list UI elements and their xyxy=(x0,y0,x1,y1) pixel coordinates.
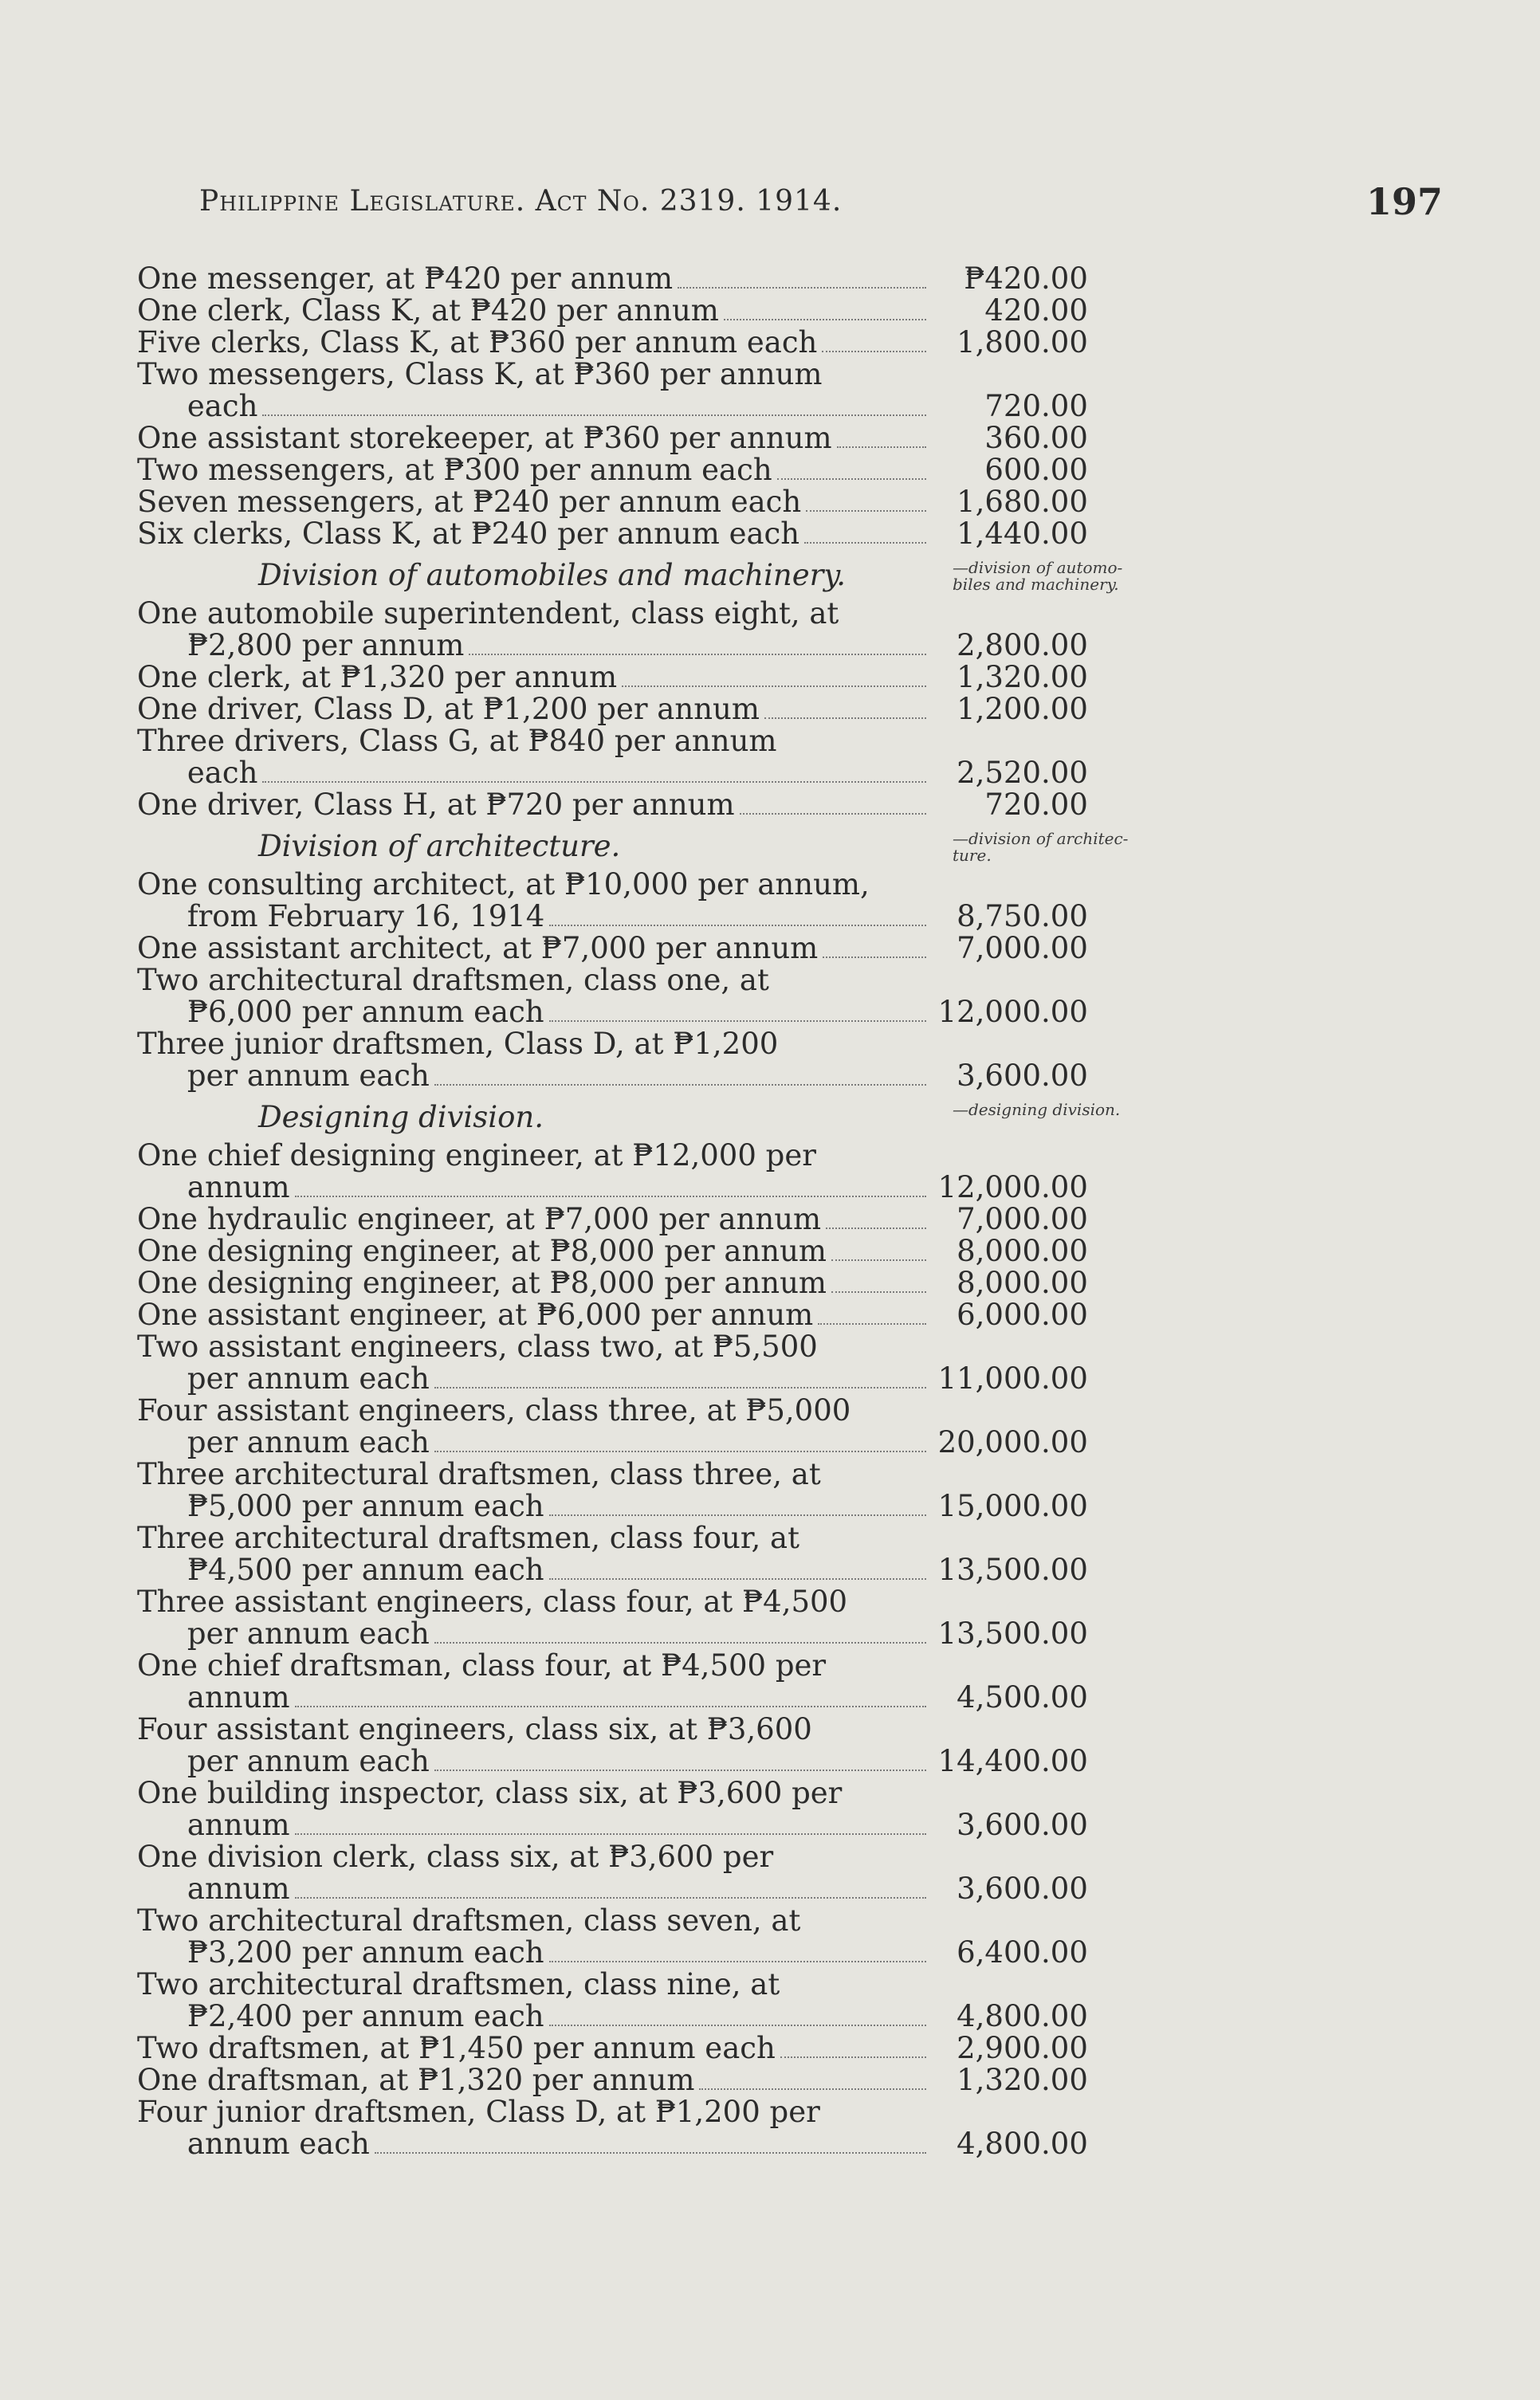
line-item-description xyxy=(137,1841,933,1905)
leader-dots xyxy=(549,2025,926,2026)
margin-note: —division of architec- ture. xyxy=(953,829,1129,865)
line-item-description xyxy=(137,662,933,693)
line-item-description xyxy=(137,1714,933,1777)
line-item xyxy=(137,454,1126,486)
page-number: 197 xyxy=(1365,180,1443,223)
line-item-amount: 8,750.00 xyxy=(957,899,1088,933)
line-item-description xyxy=(137,295,933,327)
line-item xyxy=(137,964,1126,1028)
line-item-amount: 7,000.00 xyxy=(957,1202,1088,1236)
line-item-description xyxy=(137,2064,933,2096)
leader-dots xyxy=(764,717,926,719)
line-item xyxy=(137,422,1126,454)
description-line: One automobile superintendent, class eight, at xyxy=(137,596,839,630)
line-item xyxy=(137,1299,1126,1331)
line-item-amount: 8,000.00 xyxy=(957,1266,1088,1300)
line-item-description xyxy=(137,1905,933,1969)
line-item-amount: 11,000.00 xyxy=(937,1361,1088,1396)
leader-dots xyxy=(826,1227,926,1229)
line-item-description xyxy=(137,2096,933,2160)
line-item-description xyxy=(137,1650,933,1714)
line-item xyxy=(137,1204,1126,1235)
leader-dots xyxy=(375,2152,926,2154)
section-heading: Division of automobiles and machinery. —division of automo- biles and machinery. xyxy=(137,558,1126,593)
line-item-description xyxy=(137,1331,933,1395)
leader-dots xyxy=(622,685,926,687)
line-item xyxy=(137,1028,1126,1092)
line-item xyxy=(137,2033,1126,2064)
line-item xyxy=(137,725,1126,789)
line-item-amount: 360.00 xyxy=(984,421,1088,455)
line-item xyxy=(137,1267,1126,1299)
description-line: One consulting architect, at ₱10,000 per annum, xyxy=(137,867,870,901)
line-item-description xyxy=(137,1140,933,1204)
line-item xyxy=(137,2064,1126,2096)
line-item-amount: 1,440.00 xyxy=(957,517,1088,551)
line-item-description xyxy=(137,1969,933,2033)
line-item-amount: 3,600.00 xyxy=(957,1059,1088,1093)
description-line: Two messengers, at ₱300 per annum each xyxy=(137,453,772,487)
description-line: Two draftsmen, at ₱1,450 per annum each xyxy=(137,2031,776,2065)
line-item-description xyxy=(137,869,933,933)
line-item-description xyxy=(137,1522,933,1586)
line-item-amount: 3,600.00 xyxy=(957,1808,1088,1842)
line-item xyxy=(137,1714,1126,1777)
leader-dots xyxy=(434,1642,926,1644)
line-item xyxy=(137,869,1126,933)
line-item-amount: 1,680.00 xyxy=(957,485,1088,519)
leader-dots xyxy=(780,2056,926,2058)
margin-note: —designing division. xyxy=(953,1100,1121,1119)
line-item-description xyxy=(137,1299,933,1331)
line-item-description xyxy=(137,1267,933,1299)
description-line: per annum each xyxy=(187,1425,430,1459)
line-item-amount: 8,000.00 xyxy=(957,1234,1088,1268)
line-item xyxy=(137,1841,1126,1905)
description-line: Three junior draftsmen, Class D, at ₱1,200 xyxy=(137,1027,779,1061)
section xyxy=(137,263,1126,550)
leader-dots xyxy=(295,1706,926,1707)
description-line: One division clerk, class six, at ₱3,600 per xyxy=(137,1840,774,1874)
line-item xyxy=(137,789,1126,821)
leader-dots xyxy=(262,781,925,783)
line-item xyxy=(137,598,1126,662)
leader-dots xyxy=(823,956,926,958)
leader-dots xyxy=(434,1387,926,1389)
line-item-description xyxy=(137,933,933,964)
line-item-amount: 600.00 xyxy=(984,453,1088,487)
line-item-description xyxy=(137,263,933,295)
line-item xyxy=(137,1777,1126,1841)
line-item xyxy=(137,1650,1126,1714)
description-line: One designing engineer, at ₱8,000 per annum xyxy=(137,1266,827,1300)
line-item-amount: ₱420.00 xyxy=(964,261,1088,296)
line-item-description xyxy=(137,725,933,789)
description-line: Two assistant engineers, class two, at ₱5,500 xyxy=(137,1330,818,1364)
line-item-amount: 12,000.00 xyxy=(937,1170,1088,1204)
line-item-description xyxy=(137,359,933,422)
description-line: ₱5,000 per annum each xyxy=(187,1489,544,1523)
line-item-amount: 6,000.00 xyxy=(957,1298,1088,1332)
line-item-amount: 13,500.00 xyxy=(937,1616,1088,1651)
line-item xyxy=(137,359,1126,422)
description-line: Three architectural draftsmen, class three, at xyxy=(137,1457,821,1491)
description-line: One clerk, Class K, at ₱420 per annum xyxy=(137,293,719,328)
description-line: ₱4,500 per annum each xyxy=(187,1553,544,1587)
leader-dots xyxy=(831,1291,926,1293)
description-line: per annum each xyxy=(187,1744,430,1778)
leader-dots xyxy=(699,2088,925,2090)
description-line: One clerk, at ₱1,320 per annum xyxy=(137,660,618,694)
description-line: Three architectural draftsmen, class four, at xyxy=(137,1521,799,1555)
leader-dots xyxy=(804,542,926,544)
leader-dots xyxy=(822,351,926,352)
description-line: annum xyxy=(187,1808,290,1842)
line-item-amount: 720.00 xyxy=(984,788,1088,822)
leader-dots xyxy=(777,478,926,480)
line-item-amount: 6,400.00 xyxy=(957,1935,1088,1970)
line-item-description xyxy=(137,327,933,359)
description-line: Four assistant engineers, class six, at ₱3,600 xyxy=(137,1712,812,1746)
description-line: ₱6,000 per annum each xyxy=(187,995,544,1029)
line-item-description xyxy=(137,1586,933,1650)
line-item-description xyxy=(137,1459,933,1522)
description-line: ₱2,800 per annum xyxy=(187,628,465,662)
line-item-amount: 1,200.00 xyxy=(957,692,1088,726)
description-line: per annum each xyxy=(187,1616,430,1651)
line-item-description xyxy=(137,1028,933,1092)
line-item xyxy=(137,1522,1126,1586)
line-item-description xyxy=(137,964,933,1028)
line-item-description xyxy=(137,693,933,725)
line-item-amount: 4,800.00 xyxy=(957,2127,1088,2161)
line-item xyxy=(137,1969,1126,2033)
leader-dots xyxy=(549,1961,926,1962)
line-item xyxy=(137,662,1126,693)
line-item-description xyxy=(137,1395,933,1459)
leader-dots xyxy=(831,1259,926,1261)
leader-dots xyxy=(262,414,925,416)
line-item-description xyxy=(137,422,933,454)
line-item-amount: 2,800.00 xyxy=(957,628,1088,662)
line-item xyxy=(137,327,1126,359)
description-line: Six clerks, Class K, at ₱240 per annum each xyxy=(137,517,800,551)
description-line: One assistant engineer, at ₱6,000 per annum xyxy=(137,1298,814,1332)
section-heading: Division of architecture. —division of architec- ture. xyxy=(137,829,1126,864)
description-line: annum xyxy=(187,1680,290,1715)
line-item-amount: 13,500.00 xyxy=(937,1553,1088,1587)
line-item-description xyxy=(137,598,933,662)
section xyxy=(137,829,1129,1093)
section xyxy=(137,1100,1126,2160)
description-line: Four junior draftsmen, Class D, at ₱1,200 per xyxy=(137,2095,820,2129)
line-item xyxy=(137,1331,1126,1395)
line-item-description xyxy=(137,2033,933,2064)
description-line: One hydraulic engineer, at ₱7,000 per annum xyxy=(137,1202,822,1236)
leader-dots xyxy=(724,319,926,320)
description-line: annum xyxy=(187,1170,290,1204)
description-line: from February 16, 1914 xyxy=(187,899,545,933)
leader-dots xyxy=(434,1451,926,1452)
line-item-amount: 1,320.00 xyxy=(957,660,1088,694)
line-item-amount: 4,800.00 xyxy=(957,1999,1088,2033)
line-item-amount: 15,000.00 xyxy=(937,1489,1088,1523)
line-item xyxy=(137,1586,1126,1650)
line-item-amount: 1,800.00 xyxy=(957,325,1088,359)
leader-dots xyxy=(549,925,926,926)
section-heading: Designing division. —designing division. xyxy=(137,1100,1126,1135)
description-line: Two architectural draftsmen, class nine, at xyxy=(137,1967,780,2001)
leader-dots xyxy=(434,1084,926,1086)
line-item-description xyxy=(137,789,933,821)
line-item xyxy=(137,2096,1126,2160)
line-item xyxy=(137,486,1126,518)
line-item xyxy=(137,1235,1126,1267)
description-line: per annum each xyxy=(187,1361,430,1396)
leader-dots xyxy=(295,1897,926,1899)
description-line: One assistant storekeeper, at ₱360 per annum xyxy=(137,421,832,455)
description-line: each xyxy=(187,756,258,790)
description-line: Three assistant engineers, class four, at ₱4,500 xyxy=(137,1585,848,1619)
description-line: One driver, Class D, at ₱1,200 per annum xyxy=(137,692,760,726)
description-line: Seven messengers, at ₱240 per annum each xyxy=(137,485,802,519)
leader-dots xyxy=(678,287,926,289)
leader-dots xyxy=(549,1020,926,1022)
description-line: Four assistant engineers, class three, at ₱5,000 xyxy=(137,1393,851,1428)
leader-dots xyxy=(837,446,926,448)
leader-dots xyxy=(740,813,926,815)
line-item-description xyxy=(137,486,933,518)
line-item xyxy=(137,1140,1126,1204)
line-item xyxy=(137,933,1126,964)
line-item-description xyxy=(137,1777,933,1841)
description-line: Two messengers, Class K, at ₱360 per annum xyxy=(137,357,823,391)
line-item-amount: 20,000.00 xyxy=(937,1425,1088,1459)
line-item xyxy=(137,263,1126,295)
leader-dots xyxy=(549,1578,926,1580)
line-item-description xyxy=(137,518,933,550)
line-item xyxy=(137,518,1126,550)
description-line: ₱2,400 per annum each xyxy=(187,1999,544,2033)
line-item-description xyxy=(137,454,933,486)
leader-dots xyxy=(295,1833,926,1835)
line-item-amount: 12,000.00 xyxy=(937,995,1088,1029)
description-line: One building inspector, class six, at ₱3,600 per xyxy=(137,1776,843,1810)
description-line: Two architectural draftsmen, class one, at xyxy=(137,963,769,997)
leader-dots xyxy=(434,1770,926,1771)
line-item-amount: 7,000.00 xyxy=(957,931,1088,965)
line-item-amount: 2,520.00 xyxy=(957,756,1088,790)
description-line: One chief designing engineer, at ₱12,000 per xyxy=(137,1138,816,1173)
description-line: One assistant architect, at ₱7,000 per annum xyxy=(137,931,819,965)
line-item xyxy=(137,1905,1126,1969)
line-item-amount: 14,400.00 xyxy=(937,1744,1088,1778)
appropriation-list xyxy=(137,261,1129,2161)
line-item-amount: 420.00 xyxy=(984,293,1088,328)
description-line: each xyxy=(187,389,258,423)
description-line: Three drivers, Class G, at ₱840 per annum xyxy=(137,724,777,758)
leader-dots xyxy=(806,510,926,512)
description-line: annum xyxy=(187,1872,290,1906)
description-line: One draftsman, at ₱1,320 per annum xyxy=(137,2063,695,2097)
line-item-description xyxy=(137,1204,933,1235)
description-line: One chief draftsman, class four, at ₱4,500 per xyxy=(137,1648,827,1683)
line-item-amount: 4,500.00 xyxy=(957,1680,1088,1715)
description-line: Five clerks, Class K, at ₱360 per annum each xyxy=(137,325,818,359)
line-item-amount: 3,600.00 xyxy=(957,1872,1088,1906)
description-line: One designing engineer, at ₱8,000 per annum xyxy=(137,1234,827,1268)
line-item-amount: 1,320.00 xyxy=(957,2063,1088,2097)
description-line: One messenger, at ₱420 per annum xyxy=(137,261,674,296)
leader-dots xyxy=(469,654,926,655)
description-line: ₱3,200 per annum each xyxy=(187,1935,544,1970)
description-line: annum each xyxy=(187,2127,370,2161)
line-item-description xyxy=(137,1235,933,1267)
line-item-amount: 2,900.00 xyxy=(957,2031,1088,2065)
running-header: Philippine Legislature. Act No. 2319. 1914. xyxy=(199,185,843,218)
description-line: per annum each xyxy=(187,1059,430,1093)
leader-dots xyxy=(818,1323,926,1325)
line-item xyxy=(137,693,1126,725)
description-line: One driver, Class H, at ₱720 per annum xyxy=(137,788,735,822)
leader-dots xyxy=(549,1514,926,1516)
line-item xyxy=(137,295,1126,327)
margin-note: —division of automo- biles and machinery. xyxy=(953,558,1123,594)
leader-dots xyxy=(295,1196,926,1197)
line-item-amount: 720.00 xyxy=(984,389,1088,423)
section xyxy=(137,558,1126,821)
line-item xyxy=(137,1395,1126,1459)
description-line: Two architectural draftsmen, class seven, at xyxy=(137,1903,801,1938)
line-item xyxy=(137,1459,1126,1522)
